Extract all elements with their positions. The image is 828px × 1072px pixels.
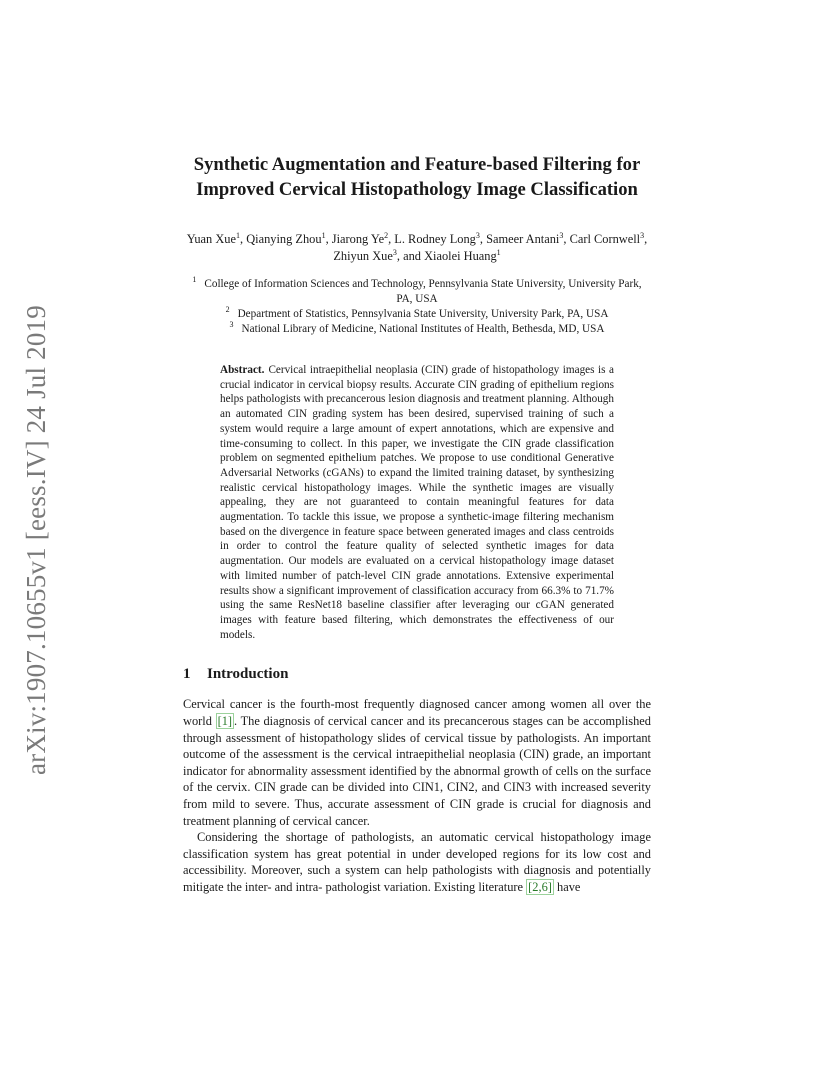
affiliation-text: National Library of Medicine, National Institutes of Health, Bethesda, MD, USA (241, 323, 605, 335)
author (332, 232, 395, 246)
intro-p1-text-a: Cervical cancer is the fourth-most frequently diagnosed cancer among women all over the world (183, 697, 651, 728)
author-separator: , (563, 232, 570, 246)
author-separator: , (388, 232, 395, 246)
affiliation-marker: 1 (235, 230, 240, 240)
affiliation-list (183, 277, 651, 337)
author (246, 232, 332, 246)
author-separator: , (479, 232, 487, 246)
author-name: Sameer Antani (486, 232, 560, 246)
section-title: Introduction (207, 666, 289, 683)
author (333, 249, 424, 263)
abstract (220, 363, 614, 642)
affiliation-marker: 3 (392, 247, 397, 257)
paper-title (183, 152, 651, 202)
affiliation-text: Department of Statistics, Pennsylvania State University, University Park, PA, USA (237, 308, 609, 320)
author-name: L. Rodney Long (394, 232, 476, 246)
affiliation-marker: 3 (640, 230, 645, 240)
affiliation-marker: 3 (559, 230, 564, 240)
abstract-text: Cervical intraepithelial neoplasia (CIN) grade of histopathology images is a crucial indicator in cervical biopsy results. Accurate CIN grading of epithelium regions helps pathologists with precancerous lesion diagnosis and treatment planning. Although an automated CIN grading system has been desired, supervised training of such a system would require a large amount of expert annotations, which are expensive and time-consuming to collect. In this paper, we investigate the CIN grade classification problem on segmented epithelium patches. We propose to use conditional Generative Adversarial Networks (cGANs) to expand the limited training dataset, by synthesizing realistic cervical histopathology images. While the synthetic images are visually appealing, they are not guaranteed to contain meaningful features for data augmentation. To tackle this issue, we propose a synthetic-image filtering mechanism based on the divergence in feature space between generated images and class centroids in order to control the feature quality of selected synthetic images for data augmentation. Our models are evaluated on a cervical histopathology image dataset with limited number of patch-level CIN grade annotations. Extensive experimental results show a significant improvement of classification accuracy from 66.3% to 71.7% using the same ResNet18 baseline classifier after leveraging our cGAN generated images with feature based filtering, which demonstrates the effectiveness of our models. (220, 364, 614, 641)
author (570, 232, 648, 246)
affiliation (183, 307, 651, 322)
intro-paragraph-2 (183, 829, 651, 895)
author-name: Xiaolei Huang (424, 249, 497, 263)
author-name: Zhiyun Xue (333, 249, 393, 263)
affiliation-marker: 3 (475, 230, 480, 240)
intro-p2-text-b: have (553, 879, 581, 894)
author-separator: , (644, 232, 648, 246)
author-separator: , and (396, 249, 425, 263)
intro-p1-text-b: . The diagnosis of cervical cancer and its precancerous stages can be accomplished through assessment of histopathology slides of cervical tissue by pathologists. An important outcome of the assessment is the cervical intraepithelial neoplasia (CIN) grade, an important indicator for abnormality assessment identified by the abnormal growth of cells on the surface of the cervix. CIN grade can be divided into CIN1, CIN2, and CIN3 with increased severity from mild to severe. Thus, accurate assessment of CIN grade is crucial for diagnosis and treatment planning of cervical cancer. (183, 713, 651, 828)
author (394, 232, 486, 246)
title-line-2: Improved Cervical Histopathology Image Classification (196, 179, 638, 200)
title-line-1: Synthetic Augmentation and Feature-based Filtering for (193, 154, 641, 175)
affiliation-number: 2 (225, 305, 230, 315)
affiliation-text: College of Information Sciences and Technology, Pennsylvania State University, University Park, PA, USA (204, 278, 642, 305)
arxiv-sidebar-stamp: arXiv:1907.10655v1 [eess.IV] 24 Jul 2019 (21, 305, 51, 775)
intro-paragraph-1 (183, 696, 651, 829)
affiliation-marker: 2 (384, 230, 389, 240)
citation-link[interactable]: [2,6] (528, 879, 552, 894)
author-name: Jiarong Ye (331, 232, 385, 246)
section-number: 1 (183, 666, 191, 683)
author-list (183, 231, 651, 265)
affiliation-marker: 1 (321, 230, 326, 240)
author-name: Yuan Xue (186, 232, 236, 246)
author-separator: , (325, 232, 332, 246)
paper-page (183, 148, 651, 895)
author-name: Qianying Zhou (246, 232, 322, 246)
author-name: Carl Cornwell (569, 232, 641, 246)
affiliation-number: 1 (192, 275, 197, 285)
author (187, 232, 246, 246)
affiliation-number: 3 (229, 320, 234, 330)
affiliation (183, 322, 651, 337)
author (424, 249, 501, 263)
author-separator: , (239, 232, 247, 246)
author (486, 232, 570, 246)
section-heading-introduction (183, 664, 651, 684)
intro-p2-text-a: Considering the shortage of pathologists, an automatic cervical histopathology image classification system has great potential in under developed regions for its low cost and accessibility. Moreover, such a system can help pathologists with diagnosis and potentially mitigate the inter- and intra- pathologist variation. Existing literature (183, 830, 651, 894)
citation-link[interactable]: [1] (217, 713, 233, 728)
affiliation (183, 277, 651, 307)
affiliation-marker: 1 (496, 247, 501, 257)
abstract-label: Abstract. (220, 364, 265, 376)
